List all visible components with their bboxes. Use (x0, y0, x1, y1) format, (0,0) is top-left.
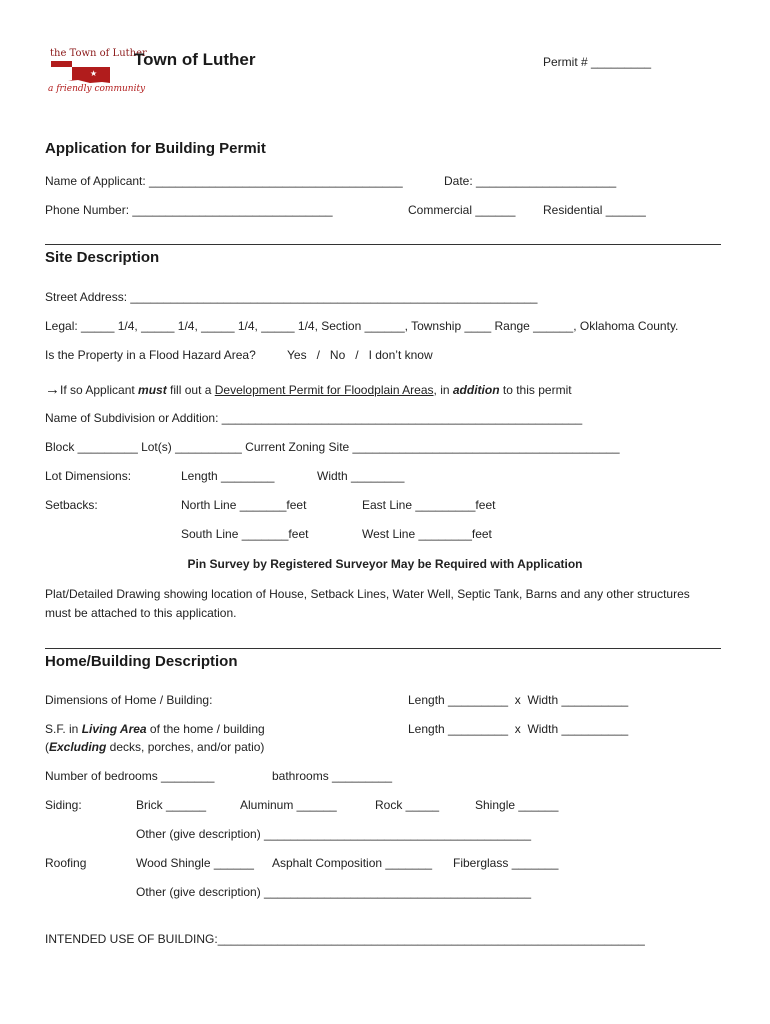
commercial-field: Commercial ______ (408, 203, 516, 217)
page-title: Town of Luther (134, 50, 256, 69)
svg-text:★: ★ (90, 69, 98, 78)
roofing-wood-shingle-field: Wood Shingle ______ (136, 856, 254, 870)
oklahoma-state-logo-icon (50, 60, 112, 84)
arrow-right-icon: → (45, 381, 60, 398)
flood-question: Is the Property in a Flood Hazard Area? (45, 348, 256, 362)
subdivision-field: Name of Subdivision or Addition: ______________________________________________________ (45, 411, 583, 425)
lot-dimensions-label: Lot Dimensions: (45, 469, 132, 483)
floodplain-permit-link: Development Permit for Floodplain Areas (214, 383, 434, 397)
siding-brick-field: Brick ______ (136, 798, 207, 812)
phone-field: Phone Number: ______________________________ (45, 203, 333, 217)
north-line-field: North Line _______feet (181, 498, 307, 512)
permit-number: Permit # _________ (543, 55, 652, 69)
roofing-label: Roofing (45, 856, 87, 870)
living-area-label: S.F. in Living Area of the home / building (45, 722, 265, 736)
bedrooms-field: Number of bedrooms ________ (45, 769, 215, 783)
applicant-name-field: Name of Applicant: ______________________________________ (45, 174, 403, 188)
lot-length-field: Length ________ (181, 469, 275, 483)
logo-title: the Town of Luther (50, 48, 147, 59)
living-area-field: Length _________ x Width __________ (408, 722, 629, 736)
setbacks-label: Setbacks: (45, 498, 98, 512)
dimensions-field: Length _________ x Width __________ (408, 693, 629, 707)
home-heading: Home/Building Description (45, 653, 238, 670)
living-area-exclusion: (Excluding decks, porches, and/or patio) (45, 740, 265, 754)
plat-note-line-2: must be attached to this application. (45, 606, 237, 620)
application-heading: Application for Building Permit (45, 140, 266, 157)
west-line-field: West Line ________feet (362, 527, 492, 541)
east-line-field: East Line _________feet (362, 498, 496, 512)
intended-use-field: INTENDED USE OF BUILDING:________________________________________________________________ (45, 932, 645, 946)
siding-label: Siding: (45, 798, 82, 812)
block-lot-zoning-field: Block _________ Lot(s) __________ Current Zoning Site ________________________________________ (45, 440, 620, 454)
bathrooms-field: bathrooms _________ (272, 769, 393, 783)
roofing-asphalt-field: Asphalt Composition _______ (272, 856, 433, 870)
roofing-other-field: Other (give description) ________________________________________ (136, 885, 532, 899)
section-divider (45, 244, 721, 245)
siding-other-field: Other (give description) ________________________________________ (136, 827, 532, 841)
dimensions-label: Dimensions of Home / Building: (45, 693, 213, 707)
site-heading: Site Description (45, 249, 160, 266)
legal-field: Legal: _____ 1/4, _____ 1/4, _____ 1/4, _____ 1/4, Section ______, Township ____ Range ______, Oklahoma County. (45, 319, 679, 333)
date-field: Date: _____________________ (444, 174, 617, 188)
south-line-field: South Line _______feet (181, 527, 309, 541)
siding-shingle-field: Shingle ______ (475, 798, 559, 812)
floodplain-note: →If so Applicant must fill out a Development Permit for Floodplain Areas, in addition to this permit (45, 381, 572, 398)
street-address-field: Street Address: _____________________________________________________________ (45, 290, 538, 304)
flood-options: Yes / No / I don’t know (287, 348, 433, 362)
pin-survey-notice: Pin Survey by Registered Surveyor May be Required with Application (187, 557, 583, 571)
section-divider (45, 648, 721, 649)
siding-rock-field: Rock _____ (375, 798, 440, 812)
residential-field: Residential ______ (543, 203, 646, 217)
siding-aluminum-field: Aluminum ______ (240, 798, 337, 812)
logo-tagline: a friendly community (48, 84, 146, 94)
plat-note-line-1: Plat/Detailed Drawing showing location of House, Setback Lines, Water Well, Septic Tank, Barns and any other structures (45, 587, 690, 601)
roofing-fiberglass-field: Fiberglass _______ (453, 856, 559, 870)
lot-width-field: Width ________ (317, 469, 405, 483)
